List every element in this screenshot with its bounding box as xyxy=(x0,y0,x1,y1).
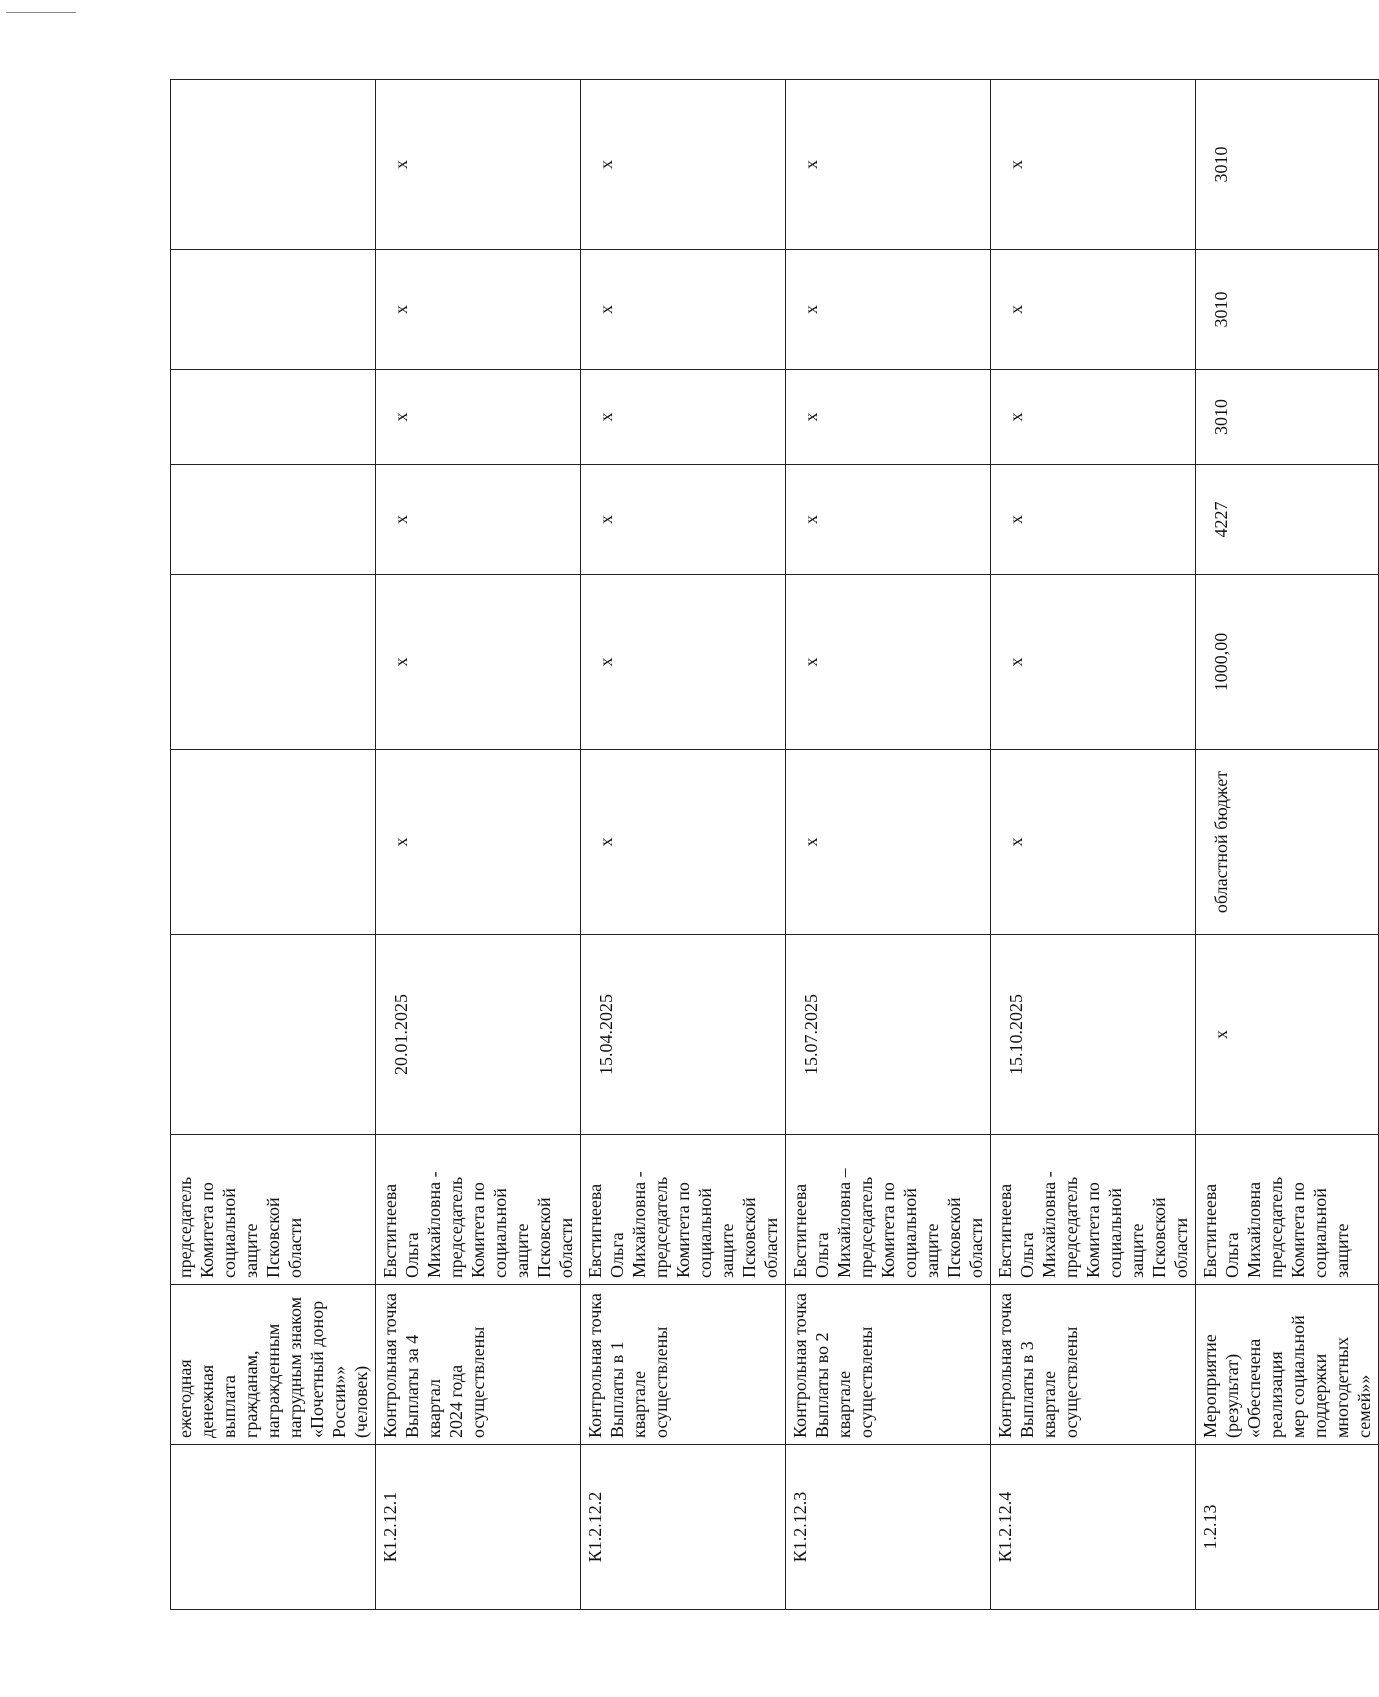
cell-id: 1.2.13 xyxy=(1196,1445,1379,1610)
table-row xyxy=(581,80,786,1610)
cell-id xyxy=(171,1445,376,1610)
cell-name: Контрольная точка Выплаты в 1 квартале осуществлены xyxy=(581,1285,786,1445)
table-row xyxy=(171,80,376,1610)
cell-source: х xyxy=(376,750,581,935)
cell-date: 20.01.2025 xyxy=(376,935,581,1135)
program-table xyxy=(170,79,1379,1610)
cell-v5: х xyxy=(581,80,786,250)
cell-v1: х xyxy=(991,575,1196,750)
cell-name: Контрольная точка Выплаты за 4 квартал 2024 года осуществлены xyxy=(376,1285,581,1445)
cell-v4: х xyxy=(376,250,581,370)
cell-id: К1.2.12.1 xyxy=(376,1445,581,1610)
cell-name: Контрольная точка Выплаты во 2 квартале осуществлены xyxy=(786,1285,991,1445)
cell-id: К1.2.12.2 xyxy=(581,1445,786,1610)
cell-v2: х xyxy=(786,465,991,575)
cell-v4: 3010 xyxy=(1196,250,1379,370)
cell-date: х xyxy=(1196,935,1379,1135)
cell-v2: х xyxy=(376,465,581,575)
cell-date xyxy=(171,935,376,1135)
cell-name: ежегодная денежная выплата гражданам, награжденным нагрудным знаком «Почетный донор России»» (человек) xyxy=(171,1285,376,1445)
cell-responsible: Евстигнеева Ольга Михайловна - председатель Комитета по социальной защите Псковской области xyxy=(991,1135,1196,1285)
cell-id: К1.2.12.4 xyxy=(991,1445,1196,1610)
cell-v1: х xyxy=(376,575,581,750)
cell-v1 xyxy=(171,575,376,750)
cell-v4: х xyxy=(991,250,1196,370)
table-body xyxy=(171,80,1379,1610)
cell-v3: х xyxy=(376,370,581,465)
table-row xyxy=(991,80,1196,1610)
cell-v3 xyxy=(171,370,376,465)
cell-source: х xyxy=(581,750,786,935)
cell-responsible: Евстигнеева Ольга Михайловна – председатель Комитета по социальной защите Псковской области xyxy=(786,1135,991,1285)
table-row xyxy=(786,80,991,1610)
cell-responsible: Евстигнеева Ольга Михайловна - председатель Комитета по социальной защите Псковской области xyxy=(376,1135,581,1285)
cell-source xyxy=(171,750,376,935)
cell-v3: х xyxy=(786,370,991,465)
cell-v5: х xyxy=(991,80,1196,250)
cell-v4: х xyxy=(581,250,786,370)
cell-v5 xyxy=(171,80,376,250)
scan-mark xyxy=(6,12,76,15)
cell-source: х xyxy=(786,750,991,935)
cell-v3: 3010 xyxy=(1196,370,1379,465)
cell-v4 xyxy=(171,250,376,370)
cell-responsible: Евстигнеева Ольга Михайловна председатель Комитета по социальной защите xyxy=(1196,1135,1379,1285)
cell-responsible: Евстигнеева Ольга Михайловна - председатель Комитета по социальной защите Псковской области xyxy=(581,1135,786,1285)
cell-v3: х xyxy=(991,370,1196,465)
table-row xyxy=(376,80,581,1610)
cell-v1: х xyxy=(581,575,786,750)
cell-source: областной бюджет xyxy=(1196,750,1379,935)
cell-date: 15.10.2025 xyxy=(991,935,1196,1135)
cell-v5: 3010 xyxy=(1196,80,1379,250)
cell-name: Контрольная точка Выплаты в 3 квартале осуществлены xyxy=(991,1285,1196,1445)
cell-v2: 4227 xyxy=(1196,465,1379,575)
cell-v4: х xyxy=(786,250,991,370)
cell-v5: х xyxy=(376,80,581,250)
cell-date: 15.07.2025 xyxy=(786,935,991,1135)
rotated-page xyxy=(170,80,1374,1610)
cell-responsible: председатель Комитета по социальной защите Псковской области xyxy=(171,1135,376,1285)
cell-source: х xyxy=(991,750,1196,935)
cell-id: К1.2.12.3 xyxy=(786,1445,991,1610)
table-row xyxy=(1196,80,1379,1610)
cell-v2: х xyxy=(581,465,786,575)
cell-v3: х xyxy=(581,370,786,465)
cell-v1: 1000,00 xyxy=(1196,575,1379,750)
cell-date: 15.04.2025 xyxy=(581,935,786,1135)
cell-v5: х xyxy=(786,80,991,250)
cell-v2: х xyxy=(991,465,1196,575)
cell-name: Мероприятие (результат) «Обеспечена реализация мер социальной поддержки многодетных семей»» xyxy=(1196,1285,1379,1445)
cell-v2 xyxy=(171,465,376,575)
cell-v1: х xyxy=(786,575,991,750)
